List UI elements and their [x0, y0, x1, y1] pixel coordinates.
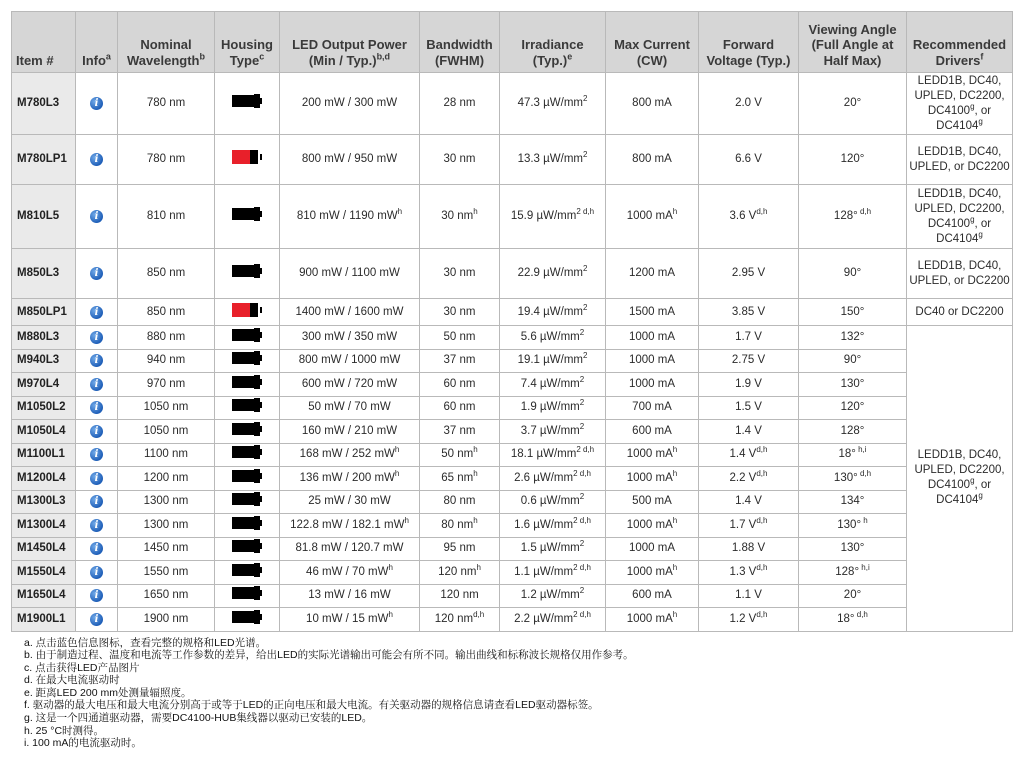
- housing-cell: [215, 396, 280, 420]
- wavelength-cell: 810 nm: [118, 185, 215, 249]
- housing-cell: [215, 608, 280, 632]
- info-cell: [76, 249, 118, 299]
- wavelength-cell: 1200 nm: [118, 467, 215, 491]
- table-row: [12, 299, 1013, 326]
- power-cell: 810 mW / 1190 $mW^h$: [280, 185, 420, 249]
- wavelength-cell: 1650 nm: [118, 584, 215, 608]
- item-number: M1650L4: [12, 584, 76, 608]
- angle-cell: 134°: [799, 490, 907, 514]
- voltage-cell: 1.2 V$^{d,h}$: [699, 608, 799, 632]
- footnote: g. 这是一个四通道驱动器，需要DC4100-HUB集线器以驱动已安装的LED。: [24, 712, 373, 725]
- current-cell: 1200 mA: [606, 249, 699, 299]
- item-number: M780L3: [12, 73, 76, 135]
- voltage-cell: 1.9 V: [699, 373, 799, 397]
- power-cell: 25 mW / 30 mW: [280, 490, 420, 514]
- footnotes: [11, 637, 1012, 750]
- info-cell: [76, 584, 118, 608]
- footnote: i. 100 mA的电流驱动时。: [24, 737, 142, 750]
- info-icon[interactable]: i: [90, 153, 103, 166]
- item-number: M1900L1: [12, 608, 76, 632]
- info-cell: [76, 135, 118, 185]
- current-cell: 600 mA: [606, 584, 699, 608]
- footnote: d. 在最大电流驱动时: [24, 674, 120, 687]
- item-number: M1300L4: [12, 514, 76, 538]
- angle-cell: 120°: [799, 135, 907, 185]
- angle-cell: 130° $^h$: [799, 514, 907, 538]
- item-number: M970L4: [12, 373, 76, 397]
- info-icon[interactable]: i: [90, 519, 103, 532]
- header-item: Item #: [12, 12, 76, 73]
- table-row: [12, 490, 1013, 514]
- power-cell: 300 mW / 350 mW: [280, 326, 420, 350]
- angle-cell: 130°: [799, 373, 907, 397]
- led-housing-image[interactable]: [232, 207, 262, 221]
- angle-cell: 90°: [799, 249, 907, 299]
- wavelength-cell: 1300 nm: [118, 490, 215, 514]
- current-cell: 700 mA: [606, 396, 699, 420]
- wavelength-cell: 850 nm: [118, 299, 215, 326]
- power-cell: 46 mW / 70 $mW^h$: [280, 561, 420, 585]
- housing-cell: [215, 249, 280, 299]
- info-icon[interactable]: i: [90, 267, 103, 280]
- table-row: [12, 514, 1013, 538]
- led-housing-image[interactable]: [232, 492, 262, 506]
- info-cell: [76, 443, 118, 467]
- power-cell: 600 mW / 720 mW: [280, 373, 420, 397]
- info-icon[interactable]: i: [90, 97, 103, 110]
- current-cell: 500 mA: [606, 490, 699, 514]
- header-voltage: Forward Voltage (Typ.): [699, 12, 799, 73]
- info-cell: [76, 349, 118, 373]
- angle-cell: 128° $^{d,h}$: [799, 185, 907, 249]
- info-icon[interactable]: i: [90, 448, 103, 461]
- irradiance-cell: 3.7 $\mu W/mm^2$: [500, 420, 606, 444]
- current-cell: 1500 mA: [606, 299, 699, 326]
- info-cell: [76, 490, 118, 514]
- table-row: [12, 373, 1013, 397]
- info-icon[interactable]: i: [90, 354, 103, 367]
- wavelength-cell: 1900 nm: [118, 608, 215, 632]
- led-housing-image[interactable]: [232, 264, 262, 278]
- irradiance-cell: 1.1 $\mu W/mm^{2 d,h}$: [500, 561, 606, 585]
- angle-cell: 90°: [799, 349, 907, 373]
- drivers-cell: LEDD1B, DC40, UPLED, DC2200, DC4100$^g$, or DC4104$^g$: [907, 73, 1013, 135]
- header-wavelength: Nominal Wavelength$^b$: [118, 12, 215, 73]
- info-icon[interactable]: i: [90, 589, 103, 602]
- housing-cell: [215, 135, 280, 185]
- led-housing-image[interactable]: [232, 563, 262, 577]
- angle-cell: 128° $^{h,i}$: [799, 561, 907, 585]
- header-power: LED Output Power (Min / Typ.)$^{b,d}$: [280, 12, 420, 73]
- angle-cell: 128°: [799, 420, 907, 444]
- table-row: [12, 185, 1013, 249]
- led-spec-page: [11, 11, 1012, 750]
- voltage-cell: 2.2 V$^{d,h}$: [699, 467, 799, 491]
- info-cell: [76, 299, 118, 326]
- power-cell: 13 mW / 16 mW: [280, 584, 420, 608]
- housing-cell: [215, 514, 280, 538]
- current-cell: 1000 mA: [606, 537, 699, 561]
- bandwidth-cell: 50 nm: [420, 326, 500, 350]
- housing-cell: [215, 326, 280, 350]
- info-cell: [76, 467, 118, 491]
- table-row: [12, 349, 1013, 373]
- power-cell: 10 mW / 15 $mW^h$: [280, 608, 420, 632]
- wavelength-cell: 970 nm: [118, 373, 215, 397]
- table-header-row: [12, 12, 1013, 73]
- voltage-cell: 1.4 V$^{d,h}$: [699, 443, 799, 467]
- housing-cell: [215, 537, 280, 561]
- power-cell: 800 mW / 950 mW: [280, 135, 420, 185]
- info-icon[interactable]: i: [90, 425, 103, 438]
- item-number: M1050L4: [12, 420, 76, 444]
- angle-cell: 20°: [799, 73, 907, 135]
- info-icon[interactable]: i: [90, 378, 103, 391]
- item-number: M850L3: [12, 249, 76, 299]
- item-number: M940L3: [12, 349, 76, 373]
- info-icon[interactable]: i: [90, 210, 103, 223]
- current-cell: 1000 mA: [606, 349, 699, 373]
- irradiance-cell: 1.5 $\mu W/mm^2$: [500, 537, 606, 561]
- item-number: M810L5: [12, 185, 76, 249]
- bandwidth-cell: 37 nm: [420, 349, 500, 373]
- current-cell: 1000 $mA^h$: [606, 608, 699, 632]
- housing-cell: [215, 420, 280, 444]
- header-current: Max Current (CW): [606, 12, 699, 73]
- voltage-cell: 2.75 V: [699, 349, 799, 373]
- info-cell: [76, 514, 118, 538]
- current-cell: 1000 mA: [606, 373, 699, 397]
- item-number: M1450L4: [12, 537, 76, 561]
- wavelength-cell: 940 nm: [118, 349, 215, 373]
- irradiance-cell: 2.6 $\mu W/mm^{2 d,h}$: [500, 467, 606, 491]
- info-icon[interactable]: i: [90, 401, 103, 414]
- wavelength-cell: 1050 nm: [118, 420, 215, 444]
- irradiance-cell: 2.2 $\mu W/mm^{2 d,h}$: [500, 608, 606, 632]
- item-number: M1050L2: [12, 396, 76, 420]
- footnote: c. 点击获得LED产品图片: [24, 661, 140, 674]
- table-row: [12, 396, 1013, 420]
- power-cell: 900 mW / 1100 mW: [280, 249, 420, 299]
- power-cell: 122.8 mW / 182.1 $mW^h$: [280, 514, 420, 538]
- header-drivers: Recommended Drivers$^f$: [907, 12, 1013, 73]
- current-cell: 800 mA: [606, 135, 699, 185]
- voltage-cell: 1.4 V: [699, 420, 799, 444]
- power-cell: 200 mW / 300 mW: [280, 73, 420, 135]
- drivers-cell-merged: LEDD1B, DC40, UPLED, DC2200, DC4100$^g$, or DC4104$^g$: [907, 326, 1013, 632]
- voltage-cell: 1.88 V: [699, 537, 799, 561]
- housing-cell: [215, 185, 280, 249]
- power-cell: 168 mW / 252 $mW^h$: [280, 443, 420, 467]
- info-cell: [76, 326, 118, 350]
- drivers-cell: LEDD1B, DC40, UPLED, DC2200, DC4100$^g$, or DC4104$^g$: [907, 185, 1013, 249]
- voltage-cell: 1.3 V$^{d,h}$: [699, 561, 799, 585]
- bandwidth-cell: 30 $nm^h$: [420, 185, 500, 249]
- bandwidth-cell: 30 nm: [420, 249, 500, 299]
- irradiance-cell: 1.6 $\mu W/mm^{2 d,h}$: [500, 514, 606, 538]
- housing-cell: [215, 561, 280, 585]
- table-row: [12, 608, 1013, 632]
- bandwidth-cell: 60 nm: [420, 396, 500, 420]
- wavelength-cell: 1050 nm: [118, 396, 215, 420]
- voltage-cell: 1.7 V: [699, 326, 799, 350]
- current-cell: 1000 $mA^h$: [606, 467, 699, 491]
- bandwidth-cell: 120 nm: [420, 584, 500, 608]
- info-cell: [76, 537, 118, 561]
- drivers-cell: DC40 or DC2200: [907, 299, 1013, 326]
- angle-cell: 18° $^{d,h}$: [799, 608, 907, 632]
- bandwidth-cell: 80 nm: [420, 490, 500, 514]
- info-cell: [76, 185, 118, 249]
- voltage-cell: 1.7 V$^{d,h}$: [699, 514, 799, 538]
- item-number: M780LP1: [12, 135, 76, 185]
- led-housing-image[interactable]: [232, 539, 262, 553]
- voltage-cell: 3.85 V: [699, 299, 799, 326]
- bandwidth-cell: 28 nm: [420, 73, 500, 135]
- table-row: [12, 537, 1013, 561]
- footnote: a. 点击蓝色信息图标，查看完整的规格和LED光谱。: [24, 636, 267, 649]
- housing-cell: [215, 584, 280, 608]
- current-cell: 600 mA: [606, 420, 699, 444]
- voltage-cell: 2.0 V: [699, 73, 799, 135]
- voltage-cell: 3.6 V$^{d,h}$: [699, 185, 799, 249]
- angle-cell: 120°: [799, 396, 907, 420]
- led-spec-table: [11, 11, 1013, 632]
- info-icon[interactable]: i: [90, 331, 103, 344]
- bandwidth-cell: 50 $nm^h$: [420, 443, 500, 467]
- current-cell: 1000 $mA^h$: [606, 185, 699, 249]
- item-number: M880L3: [12, 326, 76, 350]
- table-row: [12, 584, 1013, 608]
- voltage-cell: 1.4 V: [699, 490, 799, 514]
- angle-cell: 150°: [799, 299, 907, 326]
- item-number: M1300L3: [12, 490, 76, 514]
- wavelength-cell: 1300 nm: [118, 514, 215, 538]
- info-cell: [76, 373, 118, 397]
- wavelength-cell: 780 nm: [118, 73, 215, 135]
- info-icon[interactable]: i: [90, 613, 103, 626]
- irradiance-cell: 5.6 $\mu W/mm^2$: [500, 326, 606, 350]
- power-cell: 50 mW / 70 mW: [280, 396, 420, 420]
- irradiance-cell: 18.1 $\mu W/mm^{2 d,h}$: [500, 443, 606, 467]
- table-row: [12, 326, 1013, 350]
- led-housing-image[interactable]: [232, 445, 262, 459]
- irradiance-cell: 15.9 $\mu W/mm^{2 d,h}$: [500, 185, 606, 249]
- info-cell: [76, 608, 118, 632]
- voltage-cell: 2.95 V: [699, 249, 799, 299]
- footnote: e. 距离LED 200 mm处测量辐照度。: [24, 686, 192, 699]
- angle-cell: 132°: [799, 326, 907, 350]
- led-housing-image[interactable]: [232, 398, 262, 412]
- table-row: [12, 467, 1013, 491]
- table-row: [12, 249, 1013, 299]
- info-cell: [76, 420, 118, 444]
- wavelength-cell: 850 nm: [118, 249, 215, 299]
- voltage-cell: 6.6 V: [699, 135, 799, 185]
- bandwidth-cell: 95 nm: [420, 537, 500, 561]
- item-number: M1200L4: [12, 467, 76, 491]
- irradiance-cell: 1.9 $\mu W/mm^2$: [500, 396, 606, 420]
- led-housing-image[interactable]: [232, 422, 262, 436]
- info-icon[interactable]: i: [90, 472, 103, 485]
- bandwidth-cell: 60 nm: [420, 373, 500, 397]
- led-housing-image[interactable]: [232, 375, 262, 389]
- irradiance-cell: 22.9 $\mu W/mm^2$: [500, 249, 606, 299]
- voltage-cell: 1.5 V: [699, 396, 799, 420]
- info-icon[interactable]: i: [90, 306, 103, 319]
- power-cell: 1400 mW / 1600 mW: [280, 299, 420, 326]
- info-icon[interactable]: i: [90, 542, 103, 555]
- header-info: Info$^a$: [76, 12, 118, 73]
- irradiance-cell: 0.6 $\mu W/mm^2$: [500, 490, 606, 514]
- wavelength-cell: 1550 nm: [118, 561, 215, 585]
- table-row: [12, 443, 1013, 467]
- housing-cell: [215, 299, 280, 326]
- power-cell: 160 mW / 210 mW: [280, 420, 420, 444]
- power-cell: 800 mW / 1000 mW: [280, 349, 420, 373]
- led-housing-image[interactable]: [232, 469, 262, 483]
- irradiance-cell: 1.2 $\mu W/mm^2$: [500, 584, 606, 608]
- table-body: [12, 73, 1013, 632]
- current-cell: 800 mA: [606, 73, 699, 135]
- led-housing-image[interactable]: [232, 516, 262, 530]
- item-number: M850LP1: [12, 299, 76, 326]
- housing-cell: [215, 467, 280, 491]
- wavelength-cell: 1100 nm: [118, 443, 215, 467]
- irradiance-cell: 13.3 $\mu W/mm^2$: [500, 135, 606, 185]
- footnote: f. 驱动器的最大电压和最大电流分别高于或等于LED的正向电压和最大电流。有关驱动器的规格信息请查看LED驱动器标签。: [24, 699, 599, 712]
- irradiance-cell: 47.3 $\mu W/mm^2$: [500, 73, 606, 135]
- power-cell: 136 mW / 200 $mW^h$: [280, 467, 420, 491]
- power-cell: 81.8 mW / 120.7 mW: [280, 537, 420, 561]
- table-row: [12, 135, 1013, 185]
- bandwidth-cell: 80 $nm^h$: [420, 514, 500, 538]
- led-housing-image[interactable]: [232, 150, 262, 164]
- drivers-cell: LEDD1B, DC40, UPLED, or DC2200: [907, 135, 1013, 185]
- angle-cell: 130° $^{d,h}$: [799, 467, 907, 491]
- angle-cell: 20°: [799, 584, 907, 608]
- table-row: [12, 73, 1013, 135]
- table-row: [12, 561, 1013, 585]
- led-housing-image[interactable]: [232, 94, 262, 108]
- bandwidth-cell: 37 nm: [420, 420, 500, 444]
- current-cell: 1000 $mA^h$: [606, 443, 699, 467]
- header-irradiance: Irradiance $(Typ.)^e$: [500, 12, 606, 73]
- current-cell: 1000 $mA^h$: [606, 561, 699, 585]
- bandwidth-cell: 30 nm: [420, 135, 500, 185]
- bandwidth-cell: 120 $nm^h$: [420, 561, 500, 585]
- footnote: h. 25 °C时测得。: [24, 724, 105, 737]
- irradiance-cell: 19.1 $\mu W/mm^2$: [500, 349, 606, 373]
- bandwidth-cell: 30 nm: [420, 299, 500, 326]
- header-housing: Housing Type$^c$: [215, 12, 280, 73]
- info-icon[interactable]: i: [90, 495, 103, 508]
- led-housing-image[interactable]: [232, 328, 262, 342]
- wavelength-cell: 880 nm: [118, 326, 215, 350]
- item-number: M1100L1: [12, 443, 76, 467]
- led-housing-image[interactable]: [232, 586, 262, 600]
- led-housing-image[interactable]: [232, 351, 262, 365]
- current-cell: 1000 $mA^h$: [606, 514, 699, 538]
- info-icon[interactable]: i: [90, 566, 103, 579]
- irradiance-cell: 19.4 $\mu W/mm^2$: [500, 299, 606, 326]
- header-bandwidth: Bandwidth (FWHM): [420, 12, 500, 73]
- led-housing-image[interactable]: [232, 303, 262, 317]
- angle-cell: 130°: [799, 537, 907, 561]
- housing-cell: [215, 490, 280, 514]
- housing-cell: [215, 443, 280, 467]
- housing-cell: [215, 73, 280, 135]
- housing-cell: [215, 373, 280, 397]
- table-row: [12, 420, 1013, 444]
- bandwidth-cell: 120 nm$^{d,h}$: [420, 608, 500, 632]
- bandwidth-cell: 65 $nm^h$: [420, 467, 500, 491]
- irradiance-cell: 7.4 $\mu W/mm^2$: [500, 373, 606, 397]
- led-housing-image[interactable]: [232, 610, 262, 624]
- wavelength-cell: 1450 nm: [118, 537, 215, 561]
- voltage-cell: 1.1 V: [699, 584, 799, 608]
- current-cell: 1000 mA: [606, 326, 699, 350]
- info-cell: [76, 73, 118, 135]
- wavelength-cell: 780 nm: [118, 135, 215, 185]
- footnote: b. 由于制造过程、温度和电流等工作参数的差异，给出LED的实际光谱输出可能会有所不同。输出曲线和标称波长规格仅用作参考。: [24, 649, 634, 662]
- header-angle: Viewing Angle (Full Angle at Half Max): [799, 12, 907, 73]
- info-cell: [76, 561, 118, 585]
- drivers-cell: LEDD1B, DC40, UPLED, or DC2200: [907, 249, 1013, 299]
- housing-cell: [215, 349, 280, 373]
- item-number: M1550L4: [12, 561, 76, 585]
- info-cell: [76, 396, 118, 420]
- angle-cell: 18° $^{h,i}$: [799, 443, 907, 467]
